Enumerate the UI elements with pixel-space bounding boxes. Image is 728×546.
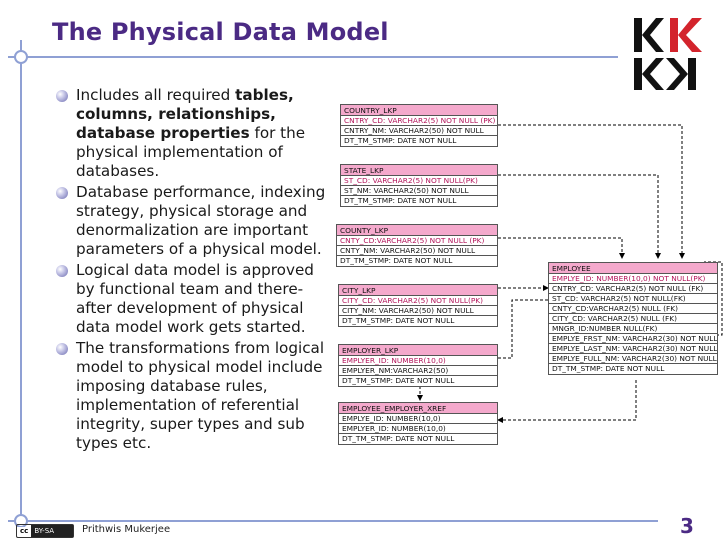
er-column: EMPLYER_ID: NUMBER(10,0) xyxy=(339,424,497,434)
er-column: EMPLYE_FRST_NM: VARCHAR2(30) NOT NULL xyxy=(549,334,717,344)
er-column: DT_TM_STMP: DATE NOT NULL xyxy=(552,364,665,373)
er-column: MNGR_ID:NUMBER NULL(FK) xyxy=(549,324,717,334)
er-table-name: COUNTY_LKP xyxy=(337,225,497,236)
bullet-text: Includes all required xyxy=(76,86,236,104)
by-sa-label: BY-SA xyxy=(31,525,73,537)
er-column: CITY_NM: VARCHAR2(50) NOT NULL xyxy=(339,306,497,316)
er-table-state xyxy=(340,164,498,207)
er-column: CNTY_NM: VARCHAR2(50) NOT NULL xyxy=(337,246,497,256)
er-table-employee xyxy=(548,262,718,375)
bullet-item xyxy=(56,339,334,453)
bullet-item xyxy=(56,86,334,181)
er-column: CNTRY_NM: VARCHAR2(50) NOT NULL xyxy=(341,126,497,136)
er-column: CNTY_CD:VARCHAR2(5) NULL (FK) xyxy=(549,304,717,314)
er-table-name: STATE_LKP xyxy=(341,165,497,176)
author-name: Prithwis Mukerjee xyxy=(82,524,171,535)
bullet-icon xyxy=(56,343,68,355)
er-column: ST_CD: VARCHAR2(5) NOT NULL(PK) xyxy=(341,176,497,186)
er-column: EMPLYER_ID: NUMBER(10,0) xyxy=(339,356,497,366)
er-column: ST_NM: VARCHAR2(50) NOT NULL xyxy=(341,186,497,196)
frame-top-rule xyxy=(8,56,618,58)
bullet-icon xyxy=(56,265,68,277)
er-table-name: CITY_LKP xyxy=(339,285,497,296)
er-column: CITY_CD: VARCHAR2(5) NULL (FK) xyxy=(549,314,717,324)
er-column: EMPLYE_LAST_NM: VARCHAR2(30) NOT NULL xyxy=(549,344,717,354)
er-table-country xyxy=(340,104,498,147)
er-column: DT_TM_STMP: DATE NOT NULL xyxy=(344,136,457,145)
bullet-text: for the physical implementation of databases. xyxy=(76,124,306,180)
bullet-text: Logical data model is approved by functional team and there-after development of physical data model work gets started. xyxy=(76,261,314,336)
er-column: EMPLYE_FULL_NM: VARCHAR2(30) NOT NULL xyxy=(549,354,717,364)
er-table-county xyxy=(336,224,498,267)
er-column: ST_CD: VARCHAR2(5) NOT NULL(FK) xyxy=(549,294,717,304)
bullet-item xyxy=(56,183,334,259)
bullet-emphasis: tables, columns, relationships, database properties xyxy=(76,86,294,142)
er-table-employer xyxy=(338,344,498,387)
bullet-text: Database performance, indexing strategy, physical storage and denormalization are important parameters of a physical model. xyxy=(76,183,326,258)
bullet-icon xyxy=(56,187,68,199)
er-table-name: EMPLOYEE_EMPLOYER_XREF xyxy=(339,403,497,414)
slide-title: The Physical Data Model xyxy=(52,18,389,46)
bullet-text: The transformations from logical model to physical model include imposing database rules, implementation of referential integrity, super types and sub types etc. xyxy=(76,339,325,452)
er-column: DT_TM_STMP: DATE NOT NULL xyxy=(342,434,455,443)
er-column: CITY_CD: VARCHAR2(5) NOT NULL(PK) xyxy=(339,296,497,306)
page-number: 3 xyxy=(680,514,694,538)
er-column: EMPLYE_ID: NUMBER(10,0) xyxy=(339,414,497,424)
er-table-name: EMPLOYEE xyxy=(549,263,717,274)
er-column: DT_TM_STMP: DATE NOT NULL xyxy=(342,316,455,325)
cc-license-badge[interactable] xyxy=(16,524,74,538)
er-table-employee-employer-xref xyxy=(338,402,498,445)
er-column: CNTY_CD:VARCHAR2(5) NOT NULL (PK) xyxy=(337,236,497,246)
bullet-icon xyxy=(56,90,68,102)
er-column: DT_TM_STMP: DATE NOT NULL xyxy=(344,196,457,205)
er-column: EMPLYER_NM:VARCHAR2(50) xyxy=(339,366,497,376)
bullet-list xyxy=(56,86,334,455)
er-table-name: COUNTRY_LKP xyxy=(341,105,497,116)
er-table-city xyxy=(338,284,498,327)
er-column: DT_TM_STMP: DATE NOT NULL xyxy=(340,256,453,265)
frame-bottom-rule xyxy=(8,520,658,522)
er-column: CNTRY_CD: VARCHAR2(5) NOT NULL (FK) xyxy=(549,284,717,294)
cc-icon: cc xyxy=(17,527,31,535)
bullet-item xyxy=(56,261,334,337)
frame-ring-top xyxy=(14,50,28,64)
er-column: EMPLYE_ID: NUMBER(10,0) NOT NULL(PK) xyxy=(549,274,717,284)
er-table-name: EMPLOYER_LKP xyxy=(339,345,497,356)
er-column: CNTRY_CD: VARCHAR2(5) NOT NULL (PK) xyxy=(341,116,497,126)
kk-logo-icon xyxy=(630,14,706,94)
frame-left-rule xyxy=(20,40,22,532)
er-column: DT_TM_STMP: DATE NOT NULL xyxy=(342,376,455,385)
